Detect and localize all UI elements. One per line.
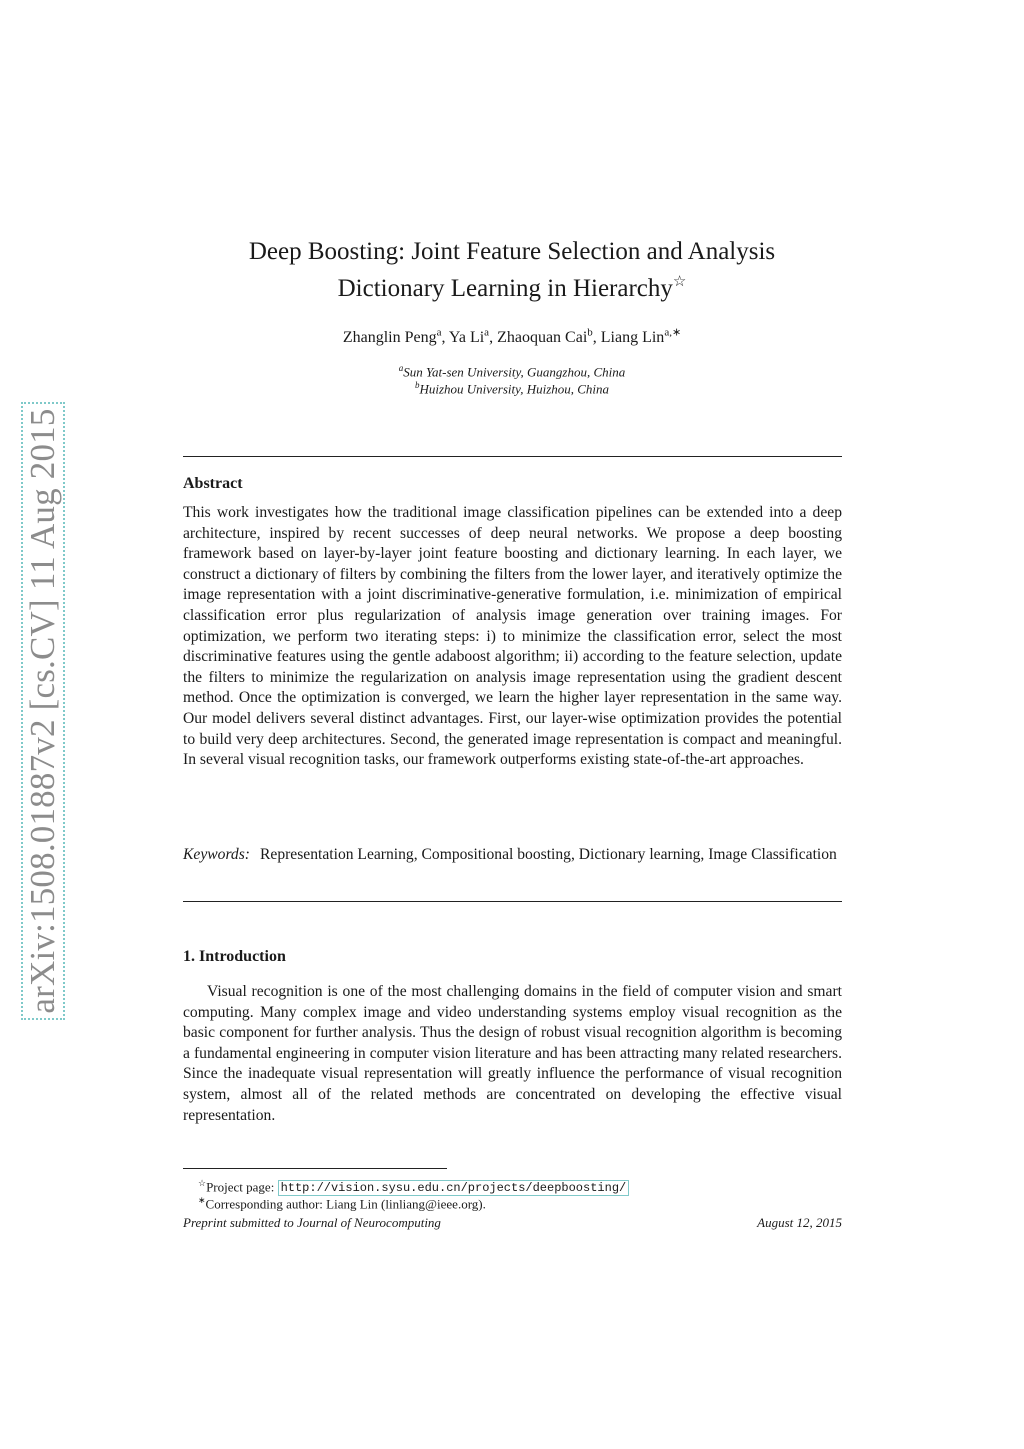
author: Zhaoquan Cai$^b$,: [497, 327, 601, 347]
intro-paragraph: Visual recognition is one of the most challenging domains in the field of computer vision and smart computing. Many complex image and video understanding systems employ visual recognition as the basic component for further analysis. Thus the design of robust visual recognition algorithm is becoming a fundamental engineering in computer vision literature and has been attracting many related researchers. Since the inadequate visual representation will greatly influence the performance of visual recognition system, almost all of the related methods are concentrated on developing the effective visual representation.: [183, 983, 842, 1124]
footnote-rule: [183, 1168, 447, 1169]
project-page-link[interactable]: http://vision.sysu.edu.cn/projects/deepboosting/: [278, 1180, 630, 1196]
abstract-bottom-rule: [183, 901, 842, 902]
author: Zhanglin Peng$^a$,: [342, 327, 449, 347]
paper-title: [0, 236, 1024, 304]
author: Liang Lin$^{a,∗}$: [600, 327, 682, 347]
title-line-1: Deep Boosting: Joint Feature Selection and Analysis: [248, 238, 776, 265]
arxiv-id[interactable]: arXiv:1508.01887v2 [cs.CV] 11 Aug 2015: [23, 408, 62, 1014]
asterisk-icon: ∗: [198, 1195, 206, 1205]
affiliation-b: $^b$Huizhou University, Huizhou, China: [414, 380, 610, 397]
keywords: [183, 845, 842, 866]
keywords-label: Keywords:: [183, 846, 250, 863]
affiliation-a: $^a$Sun Yat-sen University, Guangzhou, China: [398, 363, 626, 380]
title-line-2: [0, 267, 1024, 304]
footnote-project-page: ☆Project page: http://vision.sysu.edu.cn/projects/deepboosting/: [198, 1178, 629, 1195]
footnote-corresponding-author: ∗Corresponding author: Liang Lin (linliang@ieee.org).: [198, 1195, 486, 1212]
author: Ya Li$^a$,: [448, 327, 498, 347]
preprint-journal: Preprint submitted to Journal of Neurocomputing: [183, 1215, 441, 1230]
keywords-text: Representation Learning, Compositional boosting, Dictionary learning, Image Classification: [260, 846, 837, 863]
abstract-text: This work investigates how the traditional image classification pipelines can be extended into a deep architecture, inspired by recent successes of deep neural networks. We propose a deep boosting framework based on layer-by-layer joint feature boosting and dictionary learning. In each layer, we construct a dictionary of filters by combining the filters from the lower layer, and iteratively optimize the image representation with a joint discriminative-generative formulation, i.e. minimization of empirical classification error plus regularization of analysis image generation over training images. For optimization, we perform two iterating steps: i) to minimize the classification error, select the most discriminative features using the gentle adaboost algorithm; ii) according to the feature selection, update the filters to minimize the regularization on analysis image representation using the gradient descent method. Once the optimization is converged, we learn the higher layer representation in the same way. Our model delivers several distinct advantages. First, our layer-wise optimization provides the potential to build very deep architectures. Second, the generated image representation is compact and meaningful. In several visual recognition tasks, our framework outperforms existing state-of-the-art approaches.: [183, 504, 842, 769]
abstract-top-rule: [183, 456, 842, 457]
title-footnote-star-icon: ☆: [672, 274, 687, 290]
author-list: [0, 326, 1024, 347]
star-icon: ☆: [198, 1178, 207, 1188]
title-line-2-text: Dictionary Learning in Hierarchy: [337, 275, 673, 302]
preprint-date: August 12, 2015: [757, 1215, 842, 1230]
section-heading-introduction: 1. Introduction: [183, 948, 286, 965]
abstract-heading: Abstract: [183, 475, 243, 492]
